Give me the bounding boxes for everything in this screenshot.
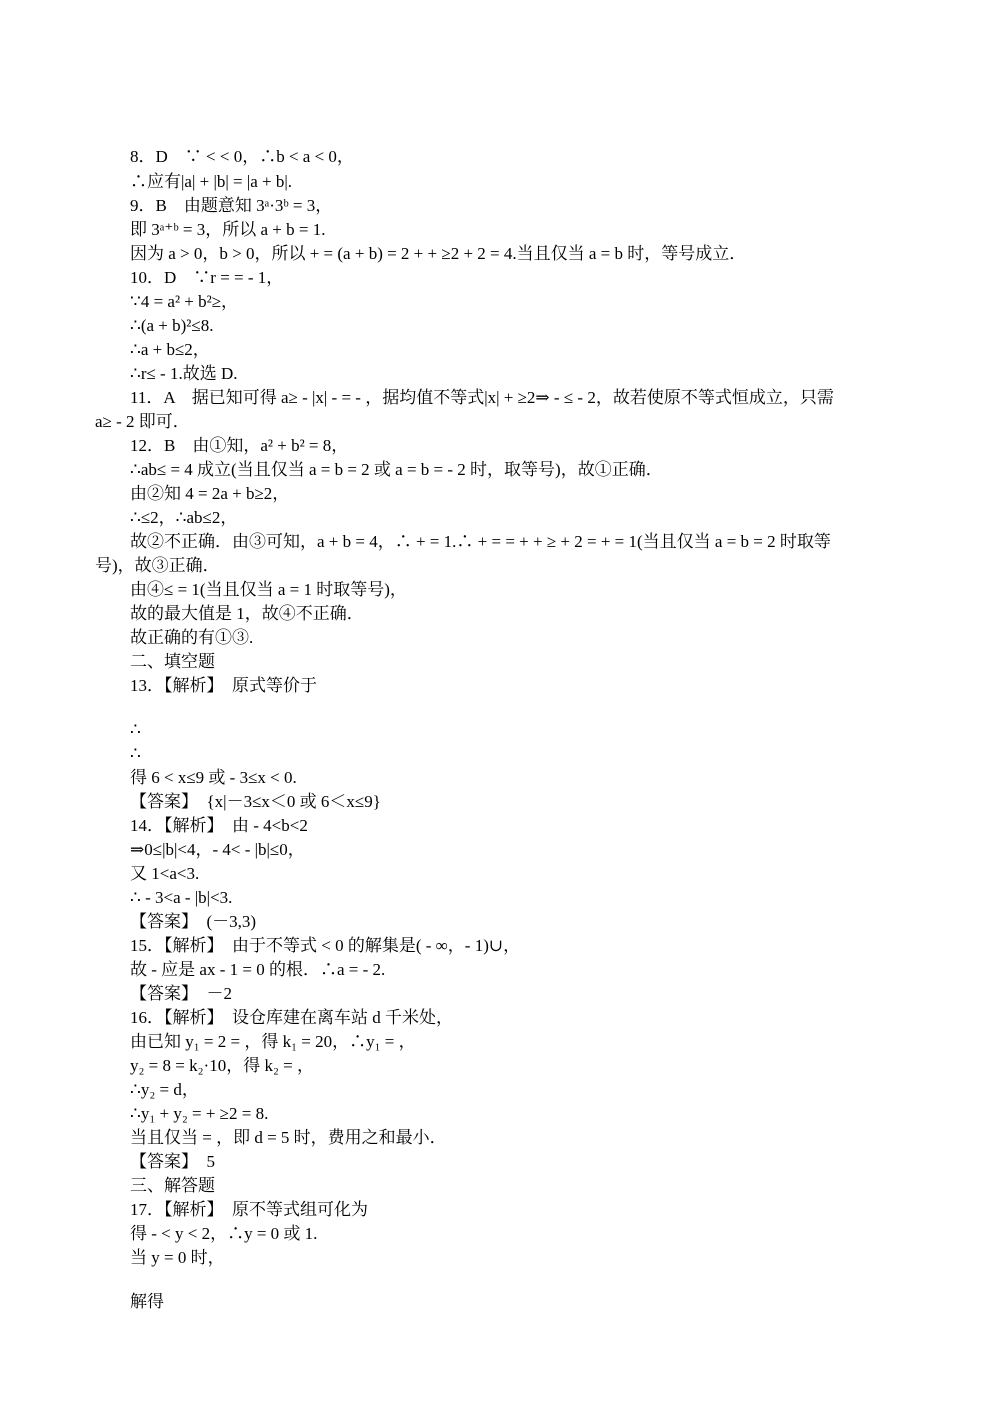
answer-15-line-2: 故 - 应是 ax - 1 = 0 的根．∴a = - 2. [130,960,386,979]
answer-9-line-1: 9．B 由题意知 3ᵃ·3ᵇ = 3， [130,196,333,215]
answer-14-line-1: 14．【解析】 由 - 4<b<2 [130,816,308,835]
answer-16-line-4: ∴y₂ = d， [130,1080,199,1099]
answer-16-line-5: ∴y₁ + y₂ = + ≥2 = 8. [130,1104,269,1123]
answer-12-line-2: ∴ab≤ = 4 成立(当且仅当 a = b = 2 或 a = b = - 2 时，取等号)，故①正确． [130,460,663,479]
answer-10-line-5: ∴r≤ - 1.故选 D. [130,364,238,383]
answer-9-line-3: 因为 a > 0，b > 0，所以 + = (a + b) = 2 + + ≥2 + 2 = 4.当且仅当 a = b 时，等号成立． [130,244,747,263]
answer-10-line-3: ∴(a + b)²≤8. [130,316,214,335]
answer-13-line-2: ∴ [130,720,141,739]
answer-8-line-2: ∴应有|a| + |b| = |a + b|. [130,172,293,191]
answer-16-result: 【答案】 5 [130,1152,215,1171]
answer-16-line-6: 当且仅当 = ，即 d = 5 时，费用之和最小． [130,1128,447,1147]
answer-15-line-1: 15．【解析】 由于不等式 < 0 的解集是( - ∞，- 1)∪， [130,936,521,955]
answer-13-line-4: 得 6 < x≤9 或 - 3≤x < 0. [130,768,297,787]
answer-12-line-3: 由②知 4 = 2a + b≥2， [130,484,290,503]
answer-13-line-3: ∴ [130,744,141,763]
section-heading-fill-in: 二、填空题 [130,652,215,671]
answer-8-line-1: 8．D ∵ < < 0，∴b < a < 0， [130,147,354,166]
answer-17-line-4: 解得 [130,1292,164,1311]
answer-17-line-2: 得 - < y < 2，∴y = 0 或 1. [130,1224,318,1243]
answer-13-line-1: 13．【解析】 原式等价于 [130,676,317,695]
answer-12-line-1: 12．B 由①知，a² + b² = 8， [130,436,349,455]
answer-12-line-5: 故②不正确．由③可知，a + b = 4，∴ + = 1.∴ + = = + + ≥ + 2 = + = 1(当且仅当 a = b = 2 时取等 [130,532,831,551]
answer-14-line-3: 又 1<a<3. [130,864,200,883]
answer-16-line-3: y₂ = 8 = k₂·10，得 k₂ = ， [130,1056,314,1075]
answer-11-line-1: 11．A 据已知可得 a≥ - |x| - = - ，据均值不等式|x| + ≥2⇒ - ≤ - 2，故若使原不等式恒成立，只需 [130,388,834,407]
answer-13-result: 【答案】 {x|－3≤x＜0 或 6＜x≤9} [130,792,381,811]
answer-15-result: 【答案】 －2 [130,984,232,1003]
answer-9-line-2: 即 3ᵃ⁺ᵇ = 3，所以 a + b = 1. [130,220,326,239]
answer-14-line-2: ⇒0≤|b|<4，- 4< - |b|≤0， [130,840,305,859]
answer-16-line-1: 16．【解析】 设仓库建在离车站 d 千米处， [130,1008,453,1027]
answer-14-result: 【答案】 (－3,3) [130,912,257,931]
answer-10-line-1: 10．D ∵r = = - 1， [130,268,284,287]
answer-12-line-6: 号)，故③正确． [95,556,220,575]
answer-14-line-4: ∴ - 3<a - |b|<3. [130,888,233,907]
answer-12-line-8: 故的最大值是 1，故④不正确． [130,604,364,623]
answer-10-line-2: ∵4 = a² + b²≥， [130,292,239,311]
section-heading-solutions: 三、解答题 [130,1176,215,1195]
answer-11-line-2: a≥ - 2 即可． [95,412,190,431]
answer-12-line-4: ∴≤2，∴ab≤2， [130,508,238,527]
answer-12-line-9: 故正确的有①③. [130,628,254,647]
answer-17-line-3: 当 y = 0 时， [130,1248,225,1267]
answer-10-line-4: ∴a + b≤2， [130,340,210,359]
answer-16-line-2: 由已知 y₁ = 2 = ，得 k₁ = 20，∴y₁ = ， [130,1032,416,1051]
answer-17-line-1: 17．【解析】 原不等式组可化为 [130,1200,368,1219]
answer-12-line-7: 由④≤ = 1(当且仅当 a = 1 时取等号)， [130,580,407,599]
